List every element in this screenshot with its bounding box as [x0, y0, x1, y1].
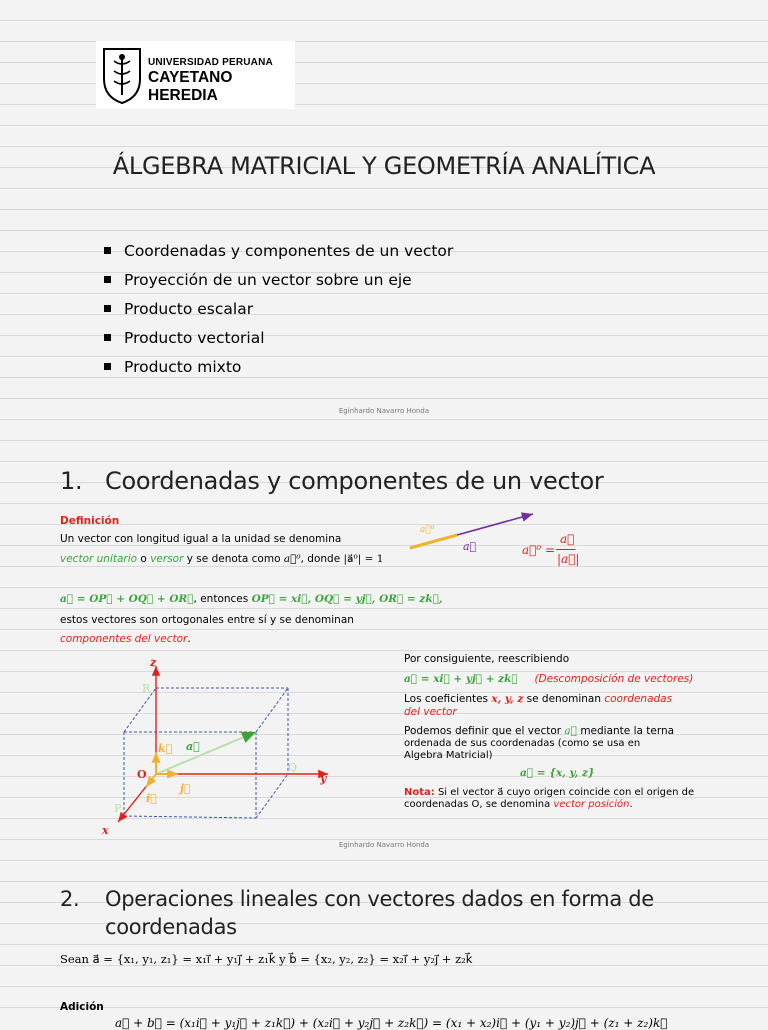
q-point-label: Q [288, 761, 298, 774]
fraction-bar [556, 549, 575, 550]
reescribiendo-heading: Por consiguiente, reescribiendo [404, 653, 570, 665]
author-footer: Eginhardo Navarro Honda [338, 841, 430, 849]
p-point-label: P [114, 802, 122, 815]
versor-formula-lhs: a⃗⁰ = [522, 543, 556, 557]
sum-line: a⃗ = OP⃗ + OQ⃗ + OR⃗, entonces OP⃗ = xi⃗, OQ⃗ = yj⃗, OR⃗ = zk⃗, [60, 593, 443, 605]
section-number: 2. [60, 887, 80, 911]
adicion-label: Adición [60, 1001, 104, 1013]
y-axis-label: y [320, 772, 327, 785]
course-title: ÁLGEBRA MATRICIAL Y GEOMETRÍA ANALÍTICA [112, 152, 656, 180]
adicion-formula: a⃗ + b⃗ = (x₁i⃗ + y₁j⃗ + z₁k⃗) + (x₂i⃗ + y₂j⃗ + z₂k⃗) = (x₁ + x₂)i⃗ + (y₁ + y₂)j⃗ + (z₁ + z₂)k⃗ [115, 1016, 668, 1030]
slide-linear-operations [0, 860, 768, 1030]
section-number: 1. [60, 467, 83, 495]
topic-item: Coordenadas y componentes de un vector [104, 236, 453, 265]
coordinate-system-diagram [100, 656, 340, 836]
ortho-line: estos vectores son ortogonales entre sí y se denominan [60, 614, 354, 626]
terna-formula: a⃗ = {x, y, z} [520, 767, 595, 779]
decomposition-line: a⃗ = xi⃗ + yj⃗ + zk⃗ (Descomposición de vectores) [404, 673, 694, 685]
definition-label: Definición [60, 515, 120, 527]
define-line3: Algebra Matricial) [404, 750, 493, 761]
vector-a-label: a⃗ [463, 540, 477, 553]
sean-line: Sean a⃗ = {x₁, y₁, z₁} = x₁i⃗ + y₁j⃗ + z₁k⃗ y b⃗ = {x₂, y₂, z₂} = x₂i⃗ + y₂j⃗ + z₂k⃗ [60, 952, 473, 966]
section-title-text: Coordenadas y componentes de un vector [105, 467, 604, 495]
definition-line1: Un vector con longitud igual a la unidad se denomina [60, 533, 342, 545]
coefficients-line2: del vector [404, 706, 457, 718]
versor-formula-den: |a⃗| [557, 552, 580, 566]
logo-text-line1: UNIVERSIDAD PERUANA [148, 57, 273, 68]
note-line1: Nota: Si el vector a⃗ cuyo origen coincide con el origen de [404, 787, 695, 798]
versor-label: a⃗⁰ [420, 525, 435, 535]
section-title [60, 887, 654, 911]
x-axis-label: x [102, 824, 109, 837]
define-line2: ordenada de sus coordenadas (como se usa en [404, 738, 641, 749]
r-point-label: R [142, 682, 151, 695]
components-line: componentes del vector. [60, 633, 191, 645]
topic-item: Proyección de un vector sobre un eje [104, 265, 453, 294]
origin-label: O [137, 768, 147, 781]
k-unit-label: k⃗ [158, 742, 173, 755]
note-line2: coordenadas O, se denomina vector posición. [404, 799, 633, 810]
section-title-line2: coordenadas [105, 915, 237, 939]
author-footer: Eginhardo Navarro Honda [338, 407, 430, 415]
logo-text-line2: CAYETANO HEREDIA [148, 69, 233, 104]
section-title [60, 467, 603, 495]
definition-line2: vector unitario o versor y se denota como a⃗⁰, donde |a⃗⁰| = 1 [60, 553, 384, 565]
versor-formula-num: a⃗ [560, 532, 575, 546]
coefficients-line1: Los coeficientes x, y, z se denominan coordenadas [404, 693, 673, 705]
define-line1: Podemos definir que el vector a⃗ mediante la terna [404, 725, 675, 737]
topic-item: Producto mixto [104, 352, 453, 381]
section-title-line1: Operaciones lineales con vectores dados en forma de [105, 887, 654, 911]
i-unit-label: i⃗ [146, 792, 157, 805]
topic-item: Producto vectorial [104, 323, 453, 352]
topic-item: Producto escalar [104, 294, 453, 323]
vector-a-diagram-label: a⃗ [186, 740, 200, 753]
j-unit-label: j⃗ [180, 782, 191, 795]
z-axis-label: z [150, 656, 157, 669]
